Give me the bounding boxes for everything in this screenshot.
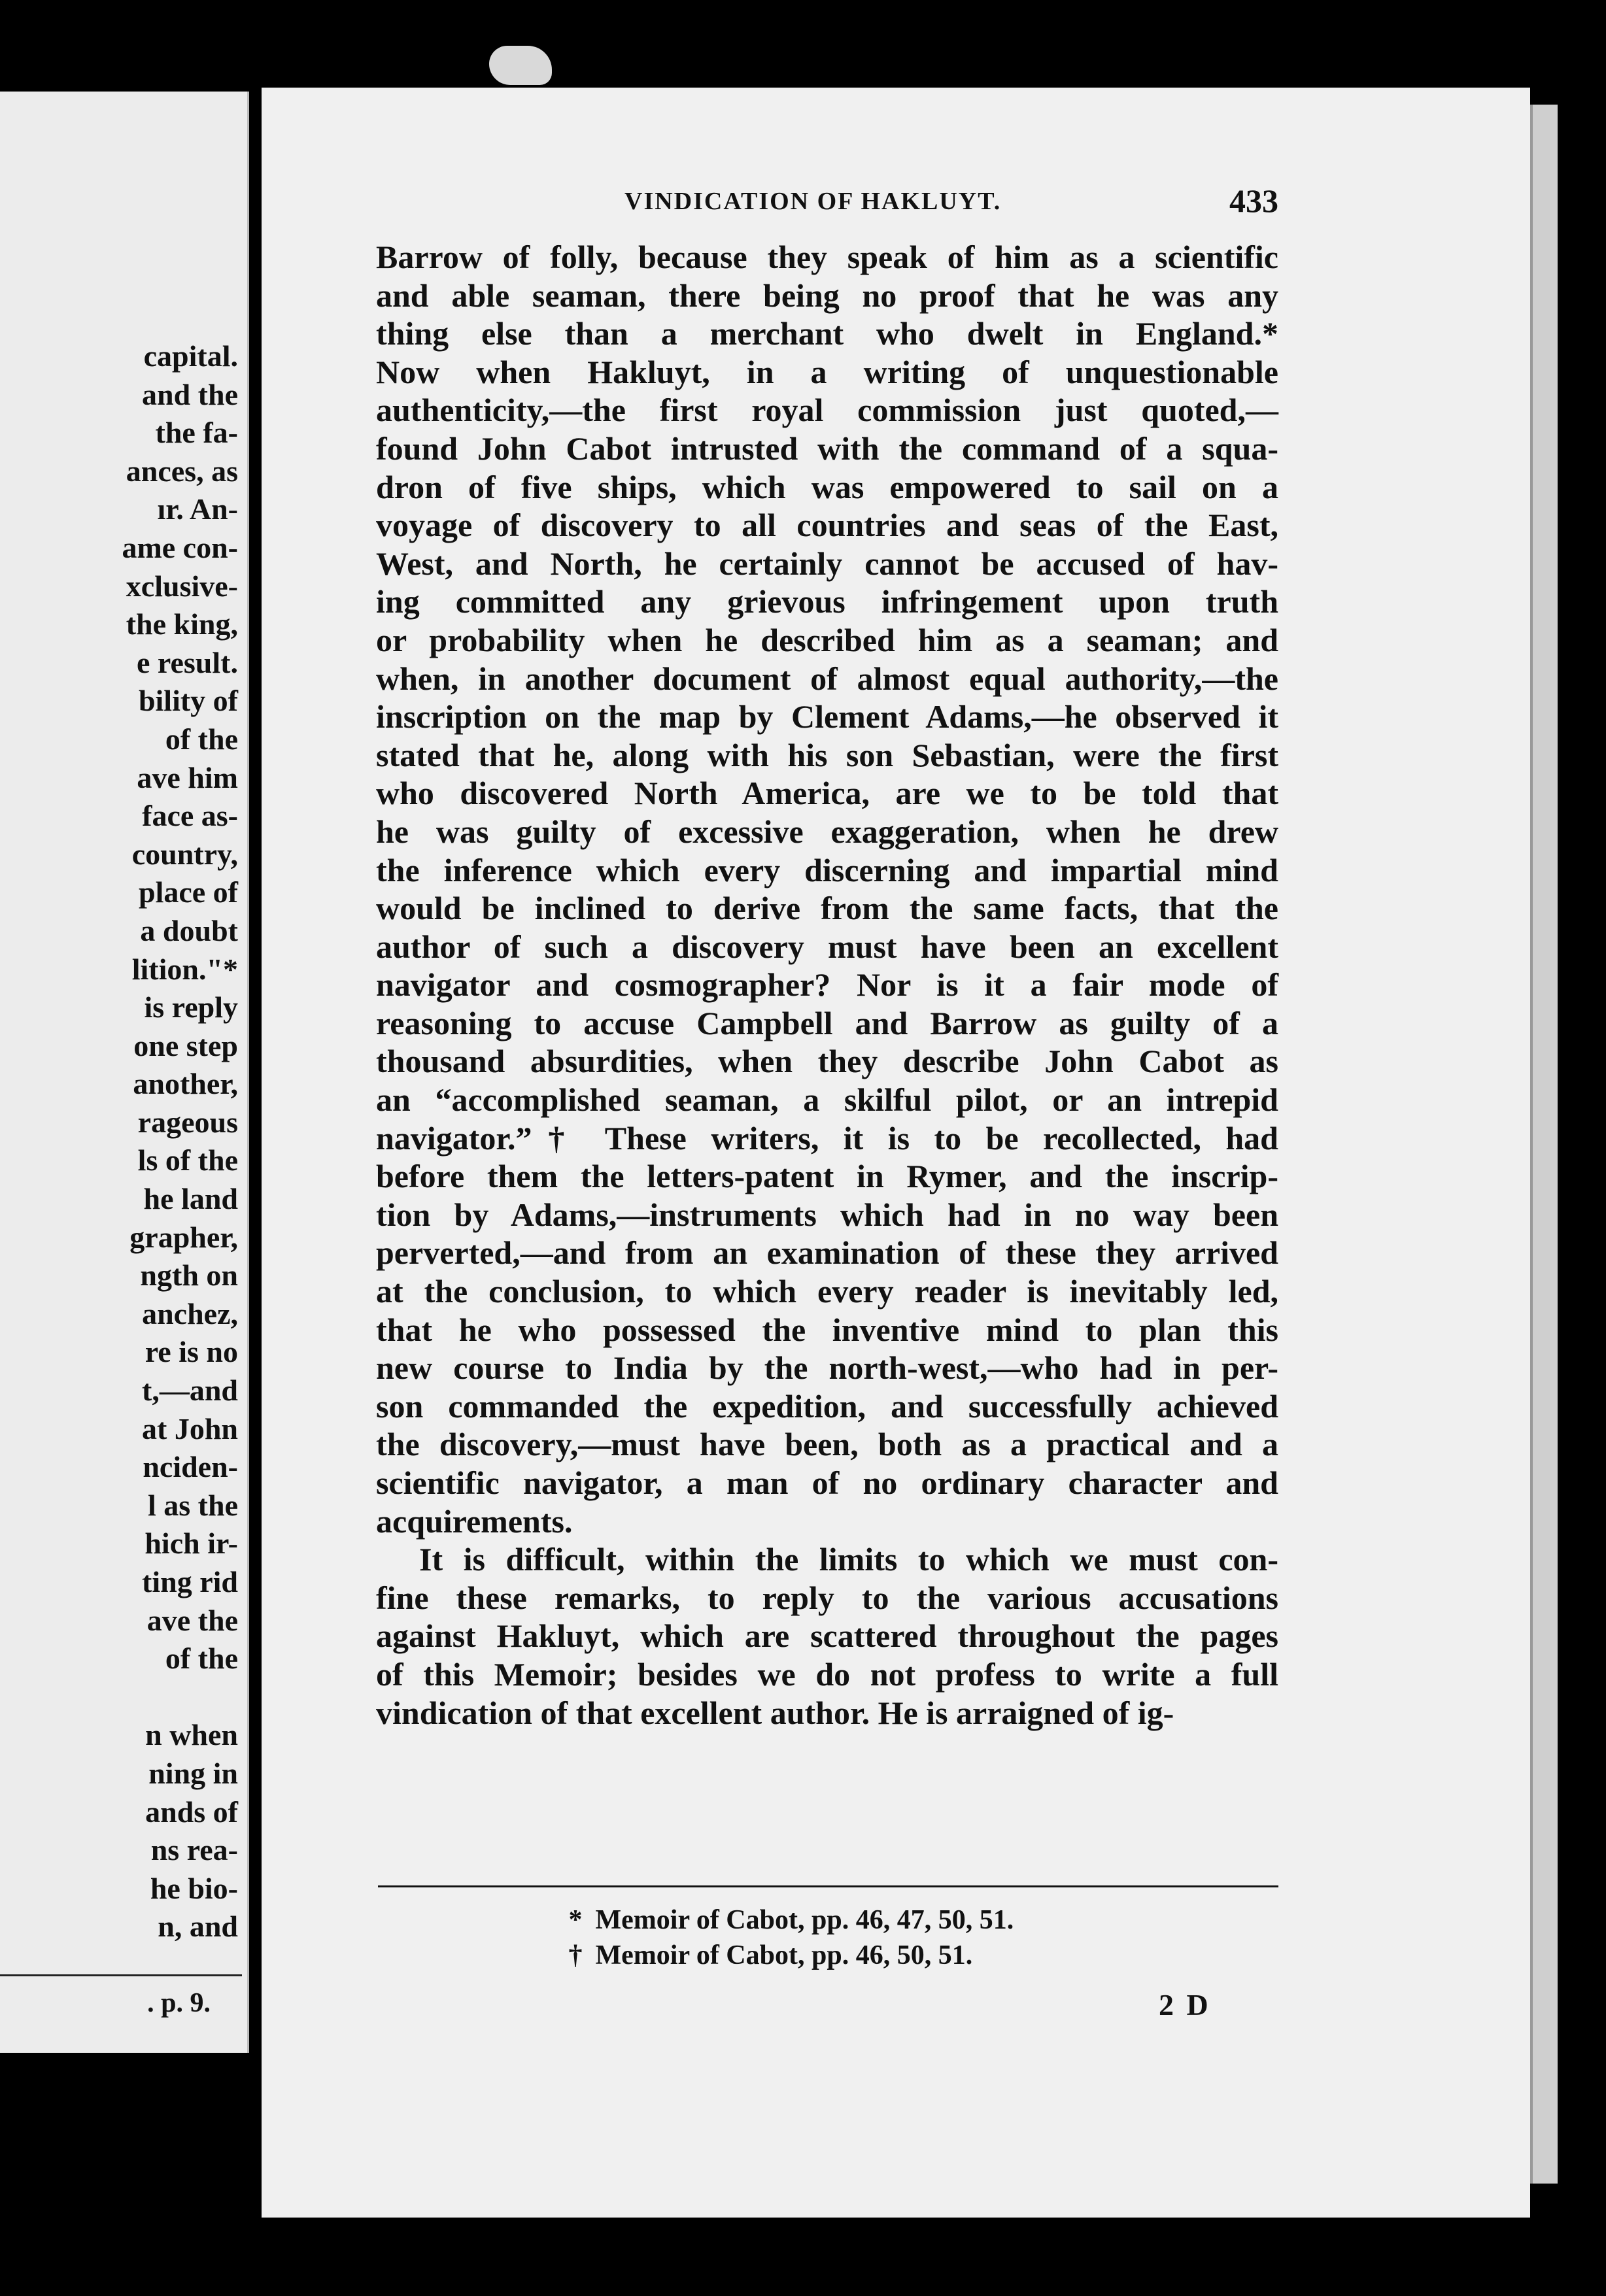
scan-scrap bbox=[489, 46, 552, 85]
body-text bbox=[376, 238, 1278, 1732]
previous-page-line: n, and bbox=[158, 1910, 238, 1944]
text-line: navigator.”† These writers, it is to be recollected, had bbox=[376, 1119, 1278, 1156]
previous-page-line: place of bbox=[138, 875, 238, 909]
previous-page-line: ting rid bbox=[142, 1565, 238, 1598]
page-number: 433 bbox=[1229, 182, 1278, 219]
text-line: the inference which every discerning and impartial mind bbox=[376, 851, 1278, 888]
text-line: against Hakluyt, which are scattered throughout the pages bbox=[376, 1617, 1278, 1655]
previous-page-line: ame con- bbox=[122, 530, 238, 564]
running-title: VINDICATION OF HAKLUYT. bbox=[624, 188, 1002, 215]
previous-page-line bbox=[122, 1678, 238, 1717]
previous-page-line: at John bbox=[142, 1411, 238, 1445]
previous-page-footnote: . p. 9. bbox=[147, 1988, 211, 2018]
previous-page-line: e result. bbox=[136, 645, 238, 679]
text-line: thousand absurdities, when they describe John Cabot as bbox=[376, 1043, 1278, 1080]
previous-page-line: is reply bbox=[144, 990, 238, 1024]
previous-page-line: ls of the bbox=[137, 1143, 238, 1177]
footnote-text: Memoir of Cabot, pp. 46, 47, 50, 51. bbox=[595, 1905, 1014, 1935]
previous-page-line: he land bbox=[143, 1182, 238, 1216]
text-line: Now when Hakluyt, in a writing of unquestionable bbox=[376, 353, 1278, 390]
previous-page-line: ns rea- bbox=[150, 1833, 238, 1867]
text-line: that he who possessed the inventive mind to plan this bbox=[376, 1311, 1278, 1348]
text-line: dron of five ships, which was empowered to sail on a bbox=[376, 468, 1278, 505]
previous-page-line: t,—and bbox=[142, 1374, 238, 1408]
previous-page-line: country, bbox=[131, 837, 238, 871]
text-line: an “accomplished seaman, a skilful pilot, or an intrepid bbox=[376, 1081, 1278, 1119]
text-line: navigator and cosmographer? Nor is it a fair mode of bbox=[376, 966, 1278, 1004]
text-line: authenticity,—the first royal commission just quoted,— bbox=[376, 392, 1278, 429]
text-line: ing committed any grievous infringement upon truth bbox=[376, 583, 1278, 620]
text-line: new course to India by the north-west,—who had in per- bbox=[376, 1349, 1278, 1387]
text-line: thing else than a merchant who dwelt in England.* bbox=[376, 315, 1278, 352]
footnote bbox=[562, 1938, 1014, 1973]
text-line: reasoning to accuse Campbell and Barrow as guilty of a bbox=[376, 1004, 1278, 1041]
previous-page-line: ands of bbox=[145, 1795, 238, 1829]
previous-page-line: l as the bbox=[148, 1488, 238, 1522]
text-line: tion by Adams,—instruments which had in no way been bbox=[376, 1196, 1278, 1233]
text-line: and able seaman, there being no proof that he was any bbox=[376, 277, 1278, 314]
previous-page-line: of the bbox=[165, 722, 238, 756]
text-line: perverted,—and from an examination of these they arrived bbox=[376, 1234, 1278, 1272]
previous-page-line: grapher, bbox=[129, 1220, 238, 1254]
previous-page-line: he bio- bbox=[150, 1871, 238, 1905]
text-line: inscription on the map by Clement Adams,—he observed it bbox=[376, 698, 1278, 735]
text-line: found John Cabot intrusted with the command of a squa- bbox=[376, 430, 1278, 467]
previous-page-line: xclusive- bbox=[126, 569, 238, 603]
text-line: who discovered North America, are we to be told that bbox=[376, 775, 1278, 812]
footnotes bbox=[562, 1902, 1014, 1973]
text-line: It is difficult, within the limits to which we must con- bbox=[419, 1541, 1278, 1578]
previous-page-line: lition."* bbox=[131, 952, 238, 986]
text-line: vindication of that excellent author. He is arraigned of ig- bbox=[376, 1694, 1174, 1731]
previous-page-line: re is no bbox=[145, 1335, 238, 1369]
previous-page-text bbox=[122, 337, 238, 1946]
signature-mark: 2 D bbox=[1159, 1988, 1211, 2021]
previous-page-line: capital. bbox=[143, 339, 238, 373]
text-line: Barrow of folly, because they speak of him as a scientific bbox=[376, 239, 1278, 275]
footnote-rule bbox=[378, 1885, 1278, 1887]
previous-page-line: ır. An- bbox=[157, 492, 238, 526]
previous-page-line: n when bbox=[145, 1718, 238, 1752]
previous-page-line: bility of bbox=[138, 684, 238, 718]
text-line: at the conclusion, to which every reader is inevitably led, bbox=[376, 1273, 1278, 1310]
previous-page-line: another, bbox=[133, 1067, 238, 1101]
text-line: son commanded the expedition, and successfully achieved bbox=[376, 1387, 1278, 1425]
previous-page-line: a doubt bbox=[140, 913, 238, 947]
previous-page-line: ave him bbox=[137, 760, 238, 794]
footnote-mark: † bbox=[568, 1940, 583, 1970]
text-line: he was guilty of excessive exaggeration, when he drew bbox=[376, 813, 1278, 850]
previous-page-line: hich ir- bbox=[145, 1527, 238, 1561]
footnote bbox=[562, 1902, 1014, 1938]
text-line: the discovery,—must have been, both as a practical and a bbox=[376, 1426, 1278, 1463]
text-line: acquirements. bbox=[376, 1502, 573, 1540]
text-line: or probability when he described him as a seaman; and bbox=[376, 621, 1278, 658]
previous-page-line: ning in bbox=[148, 1756, 238, 1790]
text-line: when, in another document of almost equal authority,—the bbox=[376, 660, 1278, 697]
previous-page-line: nciden- bbox=[143, 1450, 238, 1484]
footnote-text: Memoir of Cabot, pp. 46, 50, 51. bbox=[595, 1940, 973, 1970]
text-line: West, and North, he certainly cannot be accused of hav- bbox=[376, 545, 1278, 582]
text-line: author of such a discovery must have been an excellent bbox=[376, 928, 1278, 965]
previous-page-line: face as- bbox=[142, 799, 238, 833]
previous-page-line: one step bbox=[133, 1028, 238, 1062]
footnote-mark: * bbox=[568, 1905, 583, 1935]
previous-page-line: and the bbox=[142, 377, 238, 411]
text-line: would be inclined to derive from the same facts, that the bbox=[376, 890, 1278, 927]
previous-page-line: of the bbox=[165, 1642, 238, 1676]
page-edge bbox=[1530, 105, 1558, 2184]
text-line: scientific navigator, a man of no ordinary character and bbox=[376, 1464, 1278, 1501]
previous-page-line: ngth on bbox=[140, 1258, 238, 1292]
previous-page-line: ave the bbox=[146, 1603, 238, 1637]
previous-page-footnote-rule bbox=[0, 1974, 242, 1976]
text-line: before them the letters-patent in Rymer, and the inscrip- bbox=[376, 1158, 1278, 1195]
text-line: voyage of discovery to all countries and seas of the East, bbox=[376, 507, 1278, 544]
page-header bbox=[363, 182, 1278, 226]
previous-page-line: anchez, bbox=[142, 1296, 238, 1330]
text-line: of this Memoir; besides we do not profess to write a full bbox=[376, 1655, 1278, 1693]
text-line: fine these remarks, to reply to the various accusations bbox=[376, 1579, 1278, 1616]
previous-page-line: rageous bbox=[137, 1105, 238, 1139]
previous-page-line: the fa- bbox=[155, 416, 238, 450]
text-line: stated that he, along with his son Sebastian, were the first bbox=[376, 736, 1278, 773]
previous-page-fragment bbox=[0, 92, 249, 2053]
previous-page-line: ances, as bbox=[126, 454, 238, 488]
previous-page-line: the king, bbox=[126, 607, 238, 641]
